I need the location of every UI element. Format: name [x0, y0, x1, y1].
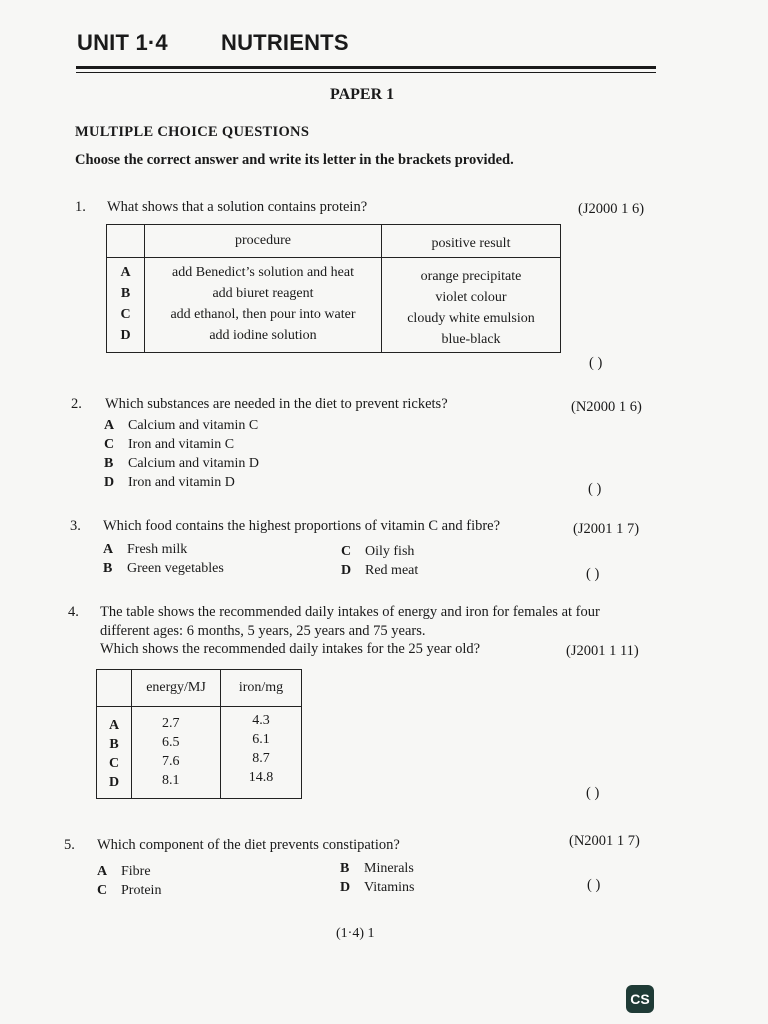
option-letter: D: [340, 880, 351, 895]
q4-answer-brackets[interactable]: ( ): [586, 785, 600, 801]
q4-energy-col: [132, 707, 221, 799]
q1-results-col: [382, 258, 561, 353]
q1-procedure: add Benedict’s solution and heat: [172, 265, 354, 280]
q1-procedures-col: [145, 258, 382, 353]
option-text: Calcium and vitamin C: [128, 418, 259, 433]
q3-option-d[interactable]: [341, 563, 418, 579]
q3-option-c[interactable]: [341, 544, 414, 560]
q5-option-b[interactable]: [340, 861, 414, 877]
q1-letter: A: [120, 265, 131, 280]
q3-option-a[interactable]: [103, 542, 187, 558]
page-number: (1·4) 1: [336, 926, 375, 941]
header-rule-thin: [76, 72, 656, 73]
q3-number: 3.: [70, 518, 81, 534]
q4-header-iron: iron/mg: [221, 670, 302, 707]
q2-option-c[interactable]: [104, 437, 234, 453]
q4-energy-value: 8.1: [162, 773, 180, 788]
q1-letter: B: [120, 286, 131, 301]
q2-number: 2.: [71, 396, 82, 412]
option-letter: A: [97, 864, 108, 879]
q4-iron-value: 6.1: [252, 732, 270, 747]
option-letter: C: [104, 437, 115, 452]
q2-option-a[interactable]: [104, 418, 258, 434]
option-letter: C: [341, 544, 352, 559]
q4-line-2: different ages: 6 months, 5 years, 25 years and 75 years.: [100, 623, 426, 639]
q1-procedure: add ethanol, then pour into water: [170, 307, 356, 322]
option-letter: A: [103, 542, 114, 557]
q1-header-result: positive result: [382, 225, 561, 258]
q3-option-b[interactable]: [103, 561, 224, 577]
q4-letters-col: [97, 707, 132, 799]
q3-answer-brackets[interactable]: ( ): [586, 566, 600, 582]
q4-iron-col: [221, 707, 302, 799]
q5-text: Which component of the diet prevents constipation?: [97, 837, 400, 853]
q4-header-energy: energy/MJ: [132, 670, 221, 707]
option-text: Calcium and vitamin D: [128, 456, 260, 471]
option-letter: C: [97, 883, 108, 898]
q1-result: orange precipitate: [420, 269, 522, 284]
header-rule-thick: [76, 66, 656, 69]
option-text: Fibre: [121, 864, 151, 879]
q4-number: 4.: [68, 604, 79, 620]
q3-ref: (J2001 1 7): [573, 521, 640, 537]
option-text: Red meat: [365, 563, 419, 578]
q2-answer-brackets[interactable]: ( ): [588, 481, 602, 497]
unit-number: UNIT 1·4: [77, 30, 168, 55]
q5-ref: (N2001 1 7): [569, 833, 640, 849]
q1-number: 1.: [75, 199, 86, 215]
q4-table-corner: [97, 670, 132, 707]
option-text: Green vegetables: [127, 561, 224, 576]
q2-option-b[interactable]: [104, 456, 259, 472]
option-letter: D: [341, 563, 352, 578]
option-text: Fresh milk: [127, 542, 188, 557]
q1-answer-brackets[interactable]: ( ): [589, 355, 603, 371]
section-title: MULTIPLE CHOICE QUESTIONS: [75, 124, 310, 140]
option-text: Iron and vitamin C: [128, 437, 235, 452]
q4-letter: D: [108, 775, 120, 790]
q4-letter: A: [108, 718, 120, 733]
q1-text: What shows that a solution contains protein?: [107, 199, 368, 215]
q4-energy-value: 2.7: [162, 716, 180, 731]
q1-result: blue-black: [441, 332, 501, 347]
option-letter: B: [103, 561, 113, 576]
q1-table: [106, 224, 561, 353]
q1-result: cloudy white emulsion: [407, 311, 535, 326]
option-letter: B: [340, 861, 350, 876]
q1-header-procedure: procedure: [145, 225, 382, 258]
q5-option-c[interactable]: [97, 883, 161, 899]
option-text: Vitamins: [364, 880, 415, 895]
q1-result: violet colour: [435, 290, 507, 305]
q4-iron-value: 8.7: [252, 751, 270, 766]
q1-letters-col: [107, 258, 145, 353]
camscanner-logo-icon: CS: [626, 985, 654, 1013]
q4-letter: B: [109, 737, 119, 752]
option-letter: B: [104, 456, 114, 471]
unit-topic: NUTRIENTS: [221, 30, 349, 55]
q5-option-d[interactable]: [340, 880, 415, 896]
q4-ref: (J2001 1 11): [566, 643, 639, 659]
q1-letter: D: [120, 328, 131, 343]
q4-letter: C: [108, 756, 120, 771]
q2-text: Which substances are needed in the diet to prevent rickets?: [105, 396, 448, 412]
q1-letter: C: [120, 307, 131, 322]
paper-title: PAPER 1: [330, 86, 395, 103]
q4-line-1: The table shows the recommended daily intakes of energy and iron for females at four: [100, 604, 600, 620]
q4-line-3: Which shows the recommended daily intakes for the 25 year old?: [100, 641, 481, 657]
q5-number: 5.: [64, 837, 75, 853]
q1-table-corner: [107, 225, 145, 258]
option-text: Iron and vitamin D: [128, 475, 235, 490]
q4-iron-value: 4.3: [252, 713, 270, 728]
q5-option-a[interactable]: [97, 864, 151, 880]
q1-procedure: add iodine solution: [209, 328, 317, 343]
q4-energy-value: 7.6: [162, 754, 180, 769]
q5-answer-brackets[interactable]: ( ): [587, 877, 601, 893]
option-text: Minerals: [364, 861, 414, 876]
option-text: Oily fish: [365, 544, 415, 559]
q3-text: Which food contains the highest proportions of vitamin C and fibre?: [103, 518, 501, 534]
q4-energy-value: 6.5: [162, 735, 180, 750]
q1-ref: (J2000 1 6): [578, 201, 645, 217]
q1-procedure: add biuret reagent: [212, 286, 314, 301]
q4-table: [96, 669, 302, 799]
q4-iron-value: 14.8: [248, 770, 274, 785]
option-letter: D: [104, 475, 115, 490]
q2-option-d[interactable]: [104, 475, 235, 491]
instructions: Choose the correct answer and write its letter in the brackets provided.: [75, 152, 514, 168]
q2-ref: (N2000 1 6): [571, 399, 642, 415]
option-letter: A: [104, 418, 115, 433]
option-text: Protein: [121, 883, 162, 898]
